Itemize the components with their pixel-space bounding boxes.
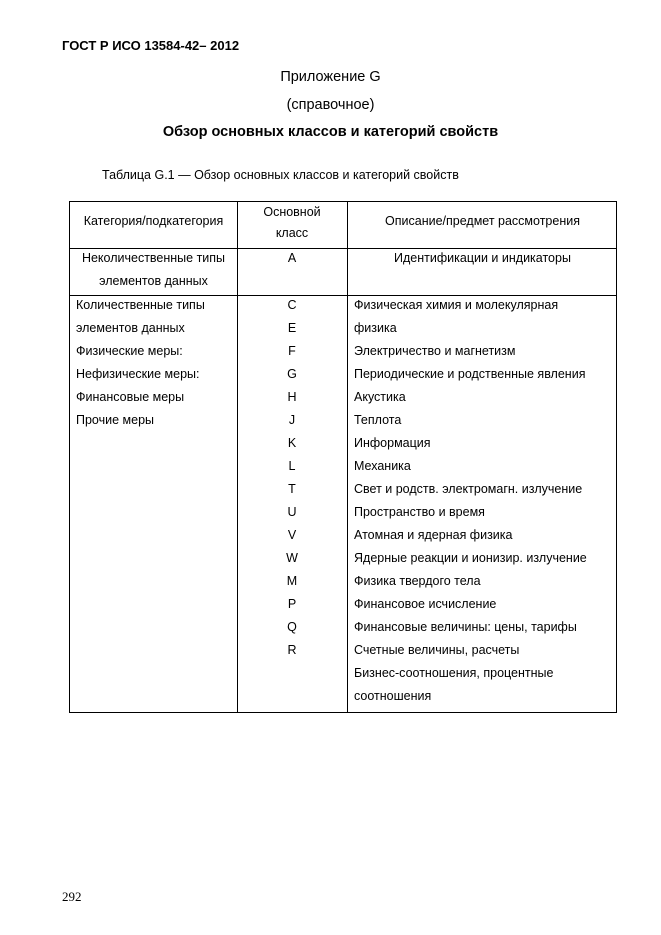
description-line: Счетные величины, расчеты bbox=[354, 643, 520, 657]
description-line: Финансовые величины: цены, тарифы bbox=[354, 620, 577, 634]
header-class-line1: Основной bbox=[263, 205, 321, 219]
description-line: Свет и родств. электромагн. излучение bbox=[354, 482, 583, 496]
class-code: E bbox=[287, 321, 297, 335]
category-line: Количественные типы bbox=[76, 298, 205, 312]
header-description: Описание/предмет рассмотрения bbox=[385, 214, 580, 228]
class-code: U bbox=[287, 505, 297, 519]
appendix-title: Приложение G bbox=[280, 69, 381, 85]
class-code: W bbox=[286, 551, 298, 565]
class-code: C bbox=[287, 298, 297, 312]
row1-category-line2: элементов данных bbox=[99, 274, 208, 288]
header-class-line2: класс bbox=[275, 226, 309, 240]
class-code: V bbox=[287, 528, 297, 542]
standard-designation: ГОСТ Р ИСО 13584-42– 2012 bbox=[62, 38, 240, 53]
class-code: L bbox=[288, 459, 296, 473]
appendix-status: (справочное) bbox=[286, 97, 375, 113]
category-line: Физические меры: bbox=[76, 344, 183, 358]
description-line: Пространство и время bbox=[354, 505, 485, 519]
row1-class: A bbox=[287, 251, 297, 265]
class-code: P bbox=[287, 597, 297, 611]
class-code: Q bbox=[287, 620, 297, 634]
table-caption: Таблица G.1 — Обзор основных классов и категорий свойств bbox=[102, 168, 459, 182]
description-line: Акустика bbox=[354, 390, 406, 404]
appendix-heading: Обзор основных классов и категорий свойств bbox=[162, 124, 499, 140]
description-line: Теплота bbox=[354, 413, 402, 427]
description-line: Информация bbox=[354, 436, 431, 450]
row1-category-line1: Неколичественные типы bbox=[81, 251, 226, 265]
category-line: Прочие меры bbox=[76, 413, 155, 427]
row1-description: Идентификации и индикаторы bbox=[394, 251, 571, 265]
description-line: Механика bbox=[354, 459, 411, 473]
class-code: H bbox=[287, 390, 297, 404]
description-line: Финансовое исчисление bbox=[354, 597, 497, 611]
description-line: Электричество и магнетизм bbox=[354, 344, 516, 358]
class-code: T bbox=[288, 482, 296, 496]
description-line: Бизнес-соотношения, процентные bbox=[354, 666, 554, 680]
description-line: Атомная и ядерная физика bbox=[354, 528, 513, 542]
category-line: Финансовые меры bbox=[76, 390, 185, 404]
page-number: 292 bbox=[62, 889, 82, 904]
description-line: Периодические и родственные явления bbox=[354, 367, 586, 381]
description-line: Физика твердого тела bbox=[354, 574, 481, 588]
class-code: M bbox=[286, 574, 298, 588]
category-line: элементов данных bbox=[76, 321, 185, 335]
class-code: F bbox=[288, 344, 296, 358]
description-line: Ядерные реакции и ионизир. излучение bbox=[354, 551, 587, 565]
description-line: физика bbox=[354, 321, 397, 335]
category-line: Нефизические меры: bbox=[76, 367, 200, 381]
class-code: G bbox=[287, 367, 297, 381]
class-code: K bbox=[287, 436, 297, 450]
classes-table bbox=[69, 201, 617, 713]
description-line: соотношения bbox=[354, 689, 432, 703]
column-divider bbox=[347, 202, 348, 712]
header-category: Категория/подкатегория bbox=[83, 214, 224, 228]
description-line: Физическая химия и молекулярная bbox=[354, 298, 559, 312]
class-code: R bbox=[287, 643, 297, 657]
class-code: J bbox=[288, 413, 296, 427]
